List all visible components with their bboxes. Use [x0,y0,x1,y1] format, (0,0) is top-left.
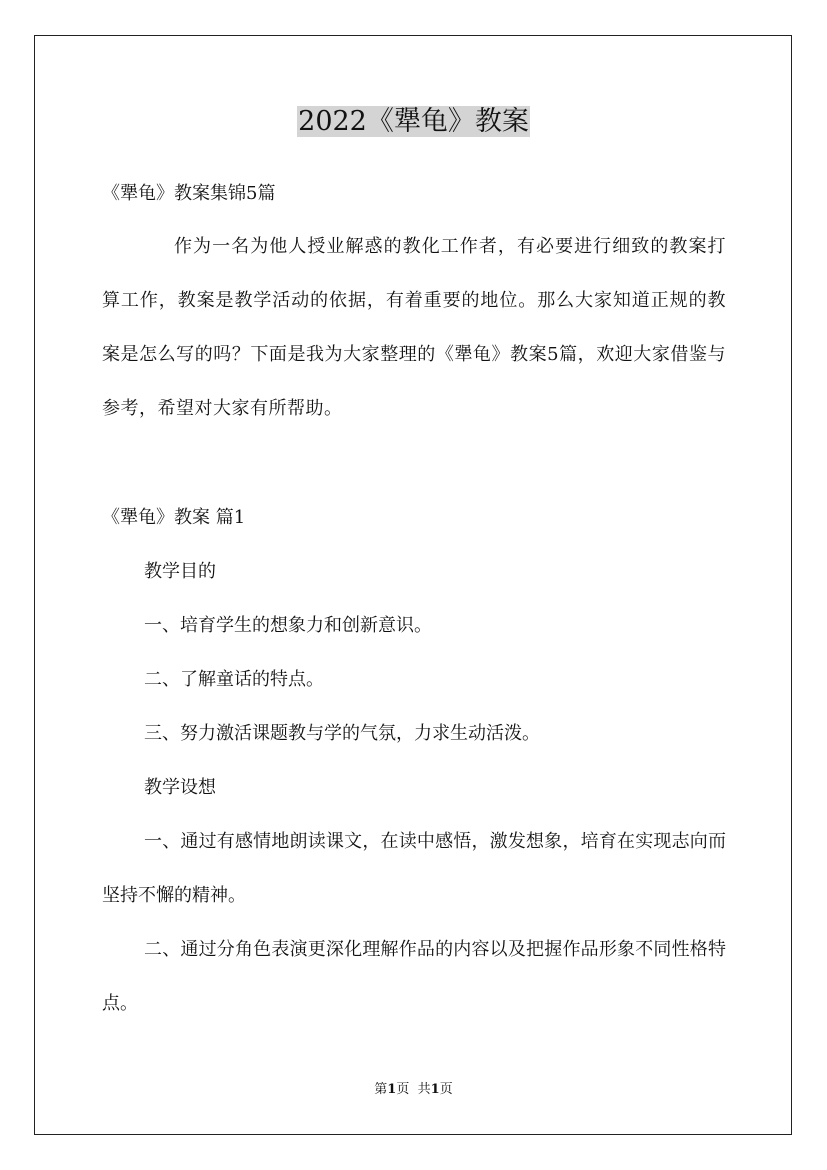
document-title [0,100,827,144]
page-footer [0,1080,827,1100]
collection-title: 《犟龟》教案集锦5篇 [102,183,276,204]
paragraph-teaching-goals-heading: 教学目的 [144,561,216,582]
paragraph-goal-2: 二、了解童话的特点。 [144,669,324,690]
paragraph-plan-2: 二、通过分角色表演更深化理解作品的内容以及把握作品形象不同性格特点。 [102,939,726,1014]
paragraph-teaching-plan-heading: 教学设想 [144,777,216,798]
footer-total-prefix: 共 [417,1082,431,1097]
paragraph-plan-1: 一、通过有感情地朗读课文，在读中感悟，激发想象，培育在实现志向而坚持不懈的精神。 [102,831,726,906]
footer-page-number: 1 [387,1082,397,1097]
footer-total-pages: 1 [430,1082,440,1097]
document-title-text: 2022《犟龟》教案 [298,106,529,137]
footer-page-prefix: 第 [374,1082,388,1097]
footer-total-suffix: 页 [439,1082,453,1097]
footer-page-suffix: 页 [396,1082,410,1097]
section-heading: 《犟龟》教案 篇1 [102,507,246,528]
paragraph-goal-1: 一、培育学生的想象力和创新意识。 [144,615,432,636]
paragraph-goal-3: 三、努力激活课题教与学的气氛，力求生动活泼。 [144,723,540,744]
intro-paragraph: 作为一名为他人授业解惑的教化工作者，有必要进行细致的教案打算工作，教案是教学活动的依据，有着重要的地位。那么大家知道正规的教案是怎么写的吗？下面是我为大家整理的《犟龟》教案5篇，欢迎大家借鉴与参考，希望对大家有所帮助。 [102,236,726,419]
